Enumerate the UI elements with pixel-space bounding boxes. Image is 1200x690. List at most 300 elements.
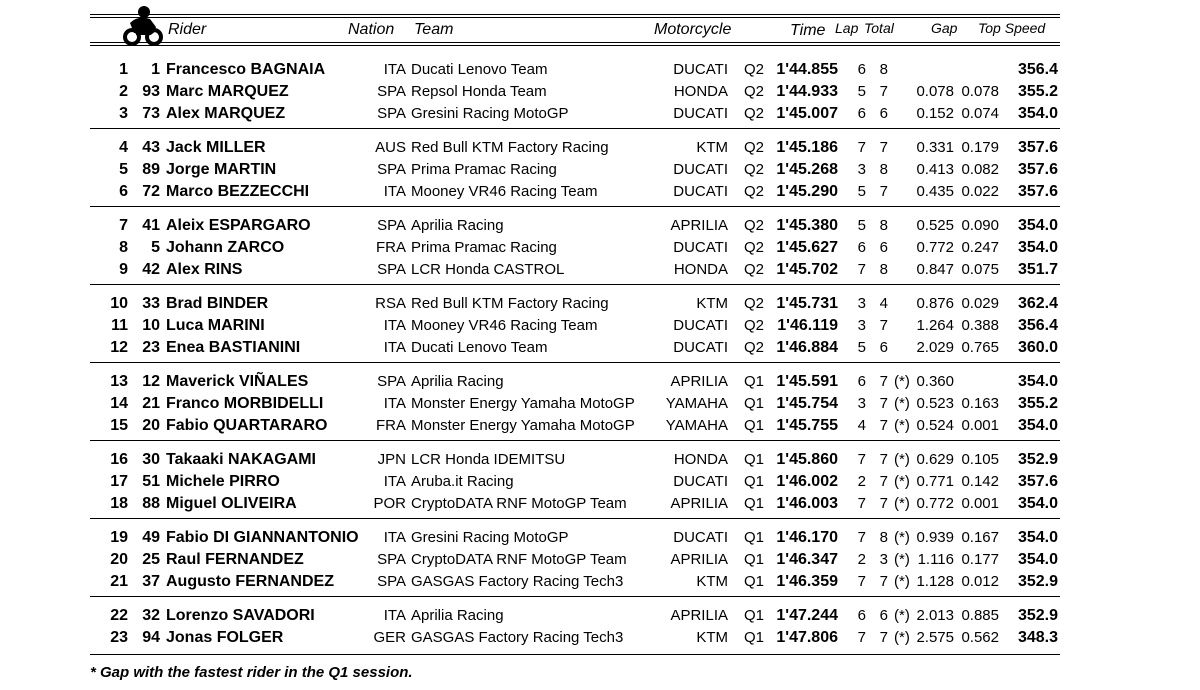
header-rider: Rider xyxy=(168,21,207,38)
top-speed-cell: 355.2 xyxy=(1017,83,1058,100)
position-cell: 9 xyxy=(119,261,128,278)
table-row xyxy=(0,60,1200,82)
lap-time-cell: 1'45.591 xyxy=(776,373,838,390)
lap-cell: 7 xyxy=(857,261,866,278)
q1-marker-cell: (*) xyxy=(894,373,910,390)
motorcycle-rider-icon xyxy=(120,3,164,47)
session-cell: Q2 xyxy=(744,183,765,200)
table-row xyxy=(0,606,1200,628)
position-cell: 10 xyxy=(110,295,128,312)
table-row xyxy=(0,160,1200,182)
motorcycle-cell: DUCATI xyxy=(673,339,728,356)
lap-cell: 3 xyxy=(857,395,866,412)
total-laps-cell: 7 xyxy=(879,395,888,412)
session-cell: Q1 xyxy=(744,551,765,568)
group-separator xyxy=(90,206,1060,207)
motorcycle-cell: KTM xyxy=(696,573,728,590)
rider-number-cell: 94 xyxy=(142,629,160,646)
gap-cell: 0.523 xyxy=(916,395,954,412)
q1-marker-cell: (*) xyxy=(894,529,910,546)
total-laps-cell: 6 xyxy=(879,239,888,256)
lap-time-cell: 1'47.806 xyxy=(776,629,838,646)
group-separator xyxy=(90,596,1060,597)
lap-time-cell: 1'45.268 xyxy=(776,161,838,178)
rider-name-cell: Marco BEZZECCHI xyxy=(166,183,310,200)
lap-time-cell: 1'45.754 xyxy=(776,395,838,412)
session-cell: Q2 xyxy=(744,317,765,334)
rider-number-cell: 23 xyxy=(142,339,160,356)
session-cell: Q1 xyxy=(744,607,765,624)
lap-time-cell: 1'47.244 xyxy=(776,607,838,624)
team-cell: LCR Honda CASTROL xyxy=(411,261,565,278)
team-cell: Aprilia Racing xyxy=(411,217,504,234)
position-cell: 3 xyxy=(119,105,128,122)
team-cell: Ducati Lenovo Team xyxy=(411,61,548,78)
lap-time-cell: 1'46.347 xyxy=(776,551,838,568)
lap-time-cell: 1'45.290 xyxy=(776,183,838,200)
group-separator xyxy=(90,128,1060,129)
team-cell: Aprilia Racing xyxy=(411,373,504,390)
nation-cell: SPA xyxy=(377,217,406,234)
rider-name-cell: Brad BINDER xyxy=(166,295,269,312)
gap-cell: 1.264 xyxy=(916,317,954,334)
team-cell: Gresini Racing MotoGP xyxy=(411,529,569,546)
header-time: Time xyxy=(790,22,826,39)
lap-time-cell: 1'46.002 xyxy=(776,473,838,490)
nation-cell: RSA xyxy=(375,295,406,312)
rider-number-cell: 1 xyxy=(151,61,160,78)
table-row xyxy=(0,394,1200,416)
header-top-rule xyxy=(90,14,1060,15)
header-top-speed: Top Speed xyxy=(978,20,1046,36)
q1-marker-cell: (*) xyxy=(894,395,910,412)
rider-name-cell: Augusto FERNANDEZ xyxy=(166,573,334,590)
lap-cell: 7 xyxy=(857,573,866,590)
rider-number-cell: 25 xyxy=(142,551,160,568)
session-cell: Q1 xyxy=(744,529,765,546)
position-cell: 13 xyxy=(110,373,128,390)
team-cell: CryptoDATA RNF MotoGP Team xyxy=(411,551,627,568)
footnote: * Gap with the fastest rider in the Q1 session. xyxy=(90,664,413,681)
lap-cell: 5 xyxy=(857,339,866,356)
gap-previous-cell: 0.105 xyxy=(961,451,999,468)
top-speed-cell: 357.6 xyxy=(1017,161,1058,178)
lap-time-cell: 1'45.755 xyxy=(776,417,838,434)
rider-number-cell: 51 xyxy=(142,473,160,490)
lap-cell: 7 xyxy=(857,451,866,468)
gap-cell: 1.116 xyxy=(917,551,954,568)
rider-number-cell: 43 xyxy=(142,139,160,156)
gap-previous-cell: 0.001 xyxy=(961,417,999,434)
rider-number-cell: 49 xyxy=(142,529,160,546)
rider-number-cell: 89 xyxy=(142,161,160,178)
table-row xyxy=(0,138,1200,160)
rider-number-cell: 41 xyxy=(142,217,160,234)
lap-cell: 6 xyxy=(857,105,866,122)
nation-cell: ITA xyxy=(383,339,406,356)
table-row xyxy=(0,216,1200,238)
total-laps-cell: 6 xyxy=(879,339,888,356)
team-cell: Gresini Racing MotoGP xyxy=(411,105,569,122)
gap-cell: 2.013 xyxy=(916,607,954,624)
q1-marker-cell: (*) xyxy=(894,451,910,468)
table-row xyxy=(0,550,1200,572)
total-laps-cell: 7 xyxy=(879,83,888,100)
rider-number-cell: 42 xyxy=(142,261,160,278)
nation-cell: GER xyxy=(373,629,406,646)
motorcycle-cell: DUCATI xyxy=(673,183,728,200)
rider-name-cell: Jack MILLER xyxy=(166,139,266,156)
nation-cell: SPA xyxy=(377,261,406,278)
q1-marker-cell: (*) xyxy=(894,473,910,490)
gap-cell: 0.939 xyxy=(916,529,954,546)
team-cell: Red Bull KTM Factory Racing xyxy=(411,139,609,156)
motorcycle-cell: APRILIA xyxy=(670,495,728,512)
gap-previous-cell: 0.012 xyxy=(961,573,999,590)
motorcycle-cell: DUCATI xyxy=(673,105,728,122)
team-cell: CryptoDATA RNF MotoGP Team xyxy=(411,495,627,512)
rider-number-cell: 12 xyxy=(142,373,160,390)
lap-time-cell: 1'45.702 xyxy=(776,261,838,278)
nation-cell: ITA xyxy=(383,607,406,624)
lap-time-cell: 1'45.007 xyxy=(776,105,838,122)
motorcycle-cell: YAMAHA xyxy=(665,395,728,412)
team-cell: Monster Energy Yamaha MotoGP xyxy=(411,417,635,434)
top-speed-cell: 357.6 xyxy=(1017,139,1058,156)
nation-cell: ITA xyxy=(383,395,406,412)
session-cell: Q2 xyxy=(744,83,765,100)
session-cell: Q2 xyxy=(744,61,765,78)
gap-previous-cell: 0.885 xyxy=(961,607,999,624)
session-cell: Q2 xyxy=(744,105,765,122)
lap-time-cell: 1'45.186 xyxy=(776,139,838,156)
table-row xyxy=(0,472,1200,494)
lap-cell: 3 xyxy=(857,295,866,312)
position-cell: 17 xyxy=(110,473,128,490)
gap-cell: 0.525 xyxy=(916,217,954,234)
nation-cell: ITA xyxy=(383,61,406,78)
position-cell: 5 xyxy=(119,161,128,178)
rider-number-cell: 5 xyxy=(151,239,160,256)
total-laps-cell: 6 xyxy=(879,607,888,624)
nation-cell: SPA xyxy=(377,105,406,122)
position-cell: 4 xyxy=(119,139,128,156)
top-speed-cell: 348.3 xyxy=(1017,629,1058,646)
rider-name-cell: Takaaki NAKAGAMI xyxy=(166,451,316,468)
table-row xyxy=(0,528,1200,550)
team-cell: Repsol Honda Team xyxy=(411,83,547,100)
position-cell: 20 xyxy=(110,551,128,568)
position-cell: 1 xyxy=(119,61,128,78)
top-speed-cell: 354.0 xyxy=(1017,373,1058,390)
gap-cell: 0.078 xyxy=(916,83,954,100)
top-speed-cell: 354.0 xyxy=(1017,239,1058,256)
session-cell: Q1 xyxy=(744,395,765,412)
q1-marker-cell: (*) xyxy=(894,551,910,568)
team-cell: GASGAS Factory Racing Tech3 xyxy=(411,573,624,590)
rider-number-cell: 10 xyxy=(142,317,160,334)
lap-time-cell: 1'45.860 xyxy=(776,451,838,468)
position-cell: 11 xyxy=(111,317,128,334)
total-laps-cell: 8 xyxy=(879,529,888,546)
total-laps-cell: 8 xyxy=(879,161,888,178)
position-cell: 16 xyxy=(110,451,128,468)
top-speed-cell: 354.0 xyxy=(1017,495,1058,512)
rider-number-cell: 37 xyxy=(142,573,160,590)
lap-time-cell: 1'46.170 xyxy=(776,529,838,546)
position-cell: 19 xyxy=(110,529,128,546)
session-cell: Q1 xyxy=(744,629,765,646)
gap-cell: 0.331 xyxy=(916,139,954,156)
session-cell: Q2 xyxy=(744,239,765,256)
top-speed-cell: 360.0 xyxy=(1017,339,1058,356)
rider-number-cell: 72 xyxy=(142,183,160,200)
lap-cell: 4 xyxy=(857,417,866,434)
lap-cell: 5 xyxy=(857,183,866,200)
motorcycle-cell: HONDA xyxy=(673,261,728,278)
rider-number-cell: 21 xyxy=(142,395,160,412)
motorcycle-cell: HONDA xyxy=(673,451,728,468)
team-cell: Prima Pramac Racing xyxy=(411,161,557,178)
top-speed-cell: 352.9 xyxy=(1017,607,1058,624)
gap-previous-cell: 0.142 xyxy=(961,473,999,490)
rider-name-cell: Jonas FOLGER xyxy=(166,629,284,646)
session-cell: Q2 xyxy=(744,217,765,234)
top-speed-cell: 356.4 xyxy=(1017,61,1058,78)
top-speed-cell: 354.0 xyxy=(1017,529,1058,546)
total-laps-cell: 7 xyxy=(879,629,888,646)
position-cell: 23 xyxy=(110,629,128,646)
nation-cell: FRA xyxy=(376,239,406,256)
rider-name-cell: Michele PIRRO xyxy=(166,473,280,490)
motorcycle-cell: YAMAHA xyxy=(665,417,728,434)
position-cell: 8 xyxy=(119,239,128,256)
position-cell: 7 xyxy=(119,217,128,234)
position-cell: 22 xyxy=(110,607,128,624)
team-cell: Aruba.it Racing xyxy=(411,473,514,490)
q1-marker-cell: (*) xyxy=(894,573,910,590)
table-row xyxy=(0,82,1200,104)
total-laps-cell: 6 xyxy=(879,105,888,122)
lap-cell: 7 xyxy=(857,495,866,512)
table-row xyxy=(0,372,1200,394)
header-nation: Nation xyxy=(348,21,395,38)
total-laps-cell: 7 xyxy=(879,473,888,490)
q1-marker-cell: (*) xyxy=(894,495,910,512)
gap-previous-cell: 0.167 xyxy=(961,529,999,546)
motorcycle-cell: KTM xyxy=(696,629,728,646)
motorcycle-cell: KTM xyxy=(696,139,728,156)
group-separator xyxy=(90,362,1060,363)
gap-cell: 0.524 xyxy=(916,417,954,434)
gap-cell: 2.575 xyxy=(916,629,954,646)
rider-name-cell: Raul FERNANDEZ xyxy=(166,551,304,568)
rider-name-cell: Luca MARINI xyxy=(166,317,265,334)
top-speed-cell: 354.0 xyxy=(1017,551,1058,568)
top-speed-cell: 354.0 xyxy=(1017,417,1058,434)
total-laps-cell: 3 xyxy=(879,551,888,568)
position-cell: 12 xyxy=(110,339,128,356)
rider-name-cell: Alex MARQUEZ xyxy=(166,105,286,122)
rider-number-cell: 32 xyxy=(142,607,160,624)
gap-cell: 0.152 xyxy=(916,105,954,122)
motorcycle-cell: DUCATI xyxy=(673,161,728,178)
gap-previous-cell: 0.163 xyxy=(961,395,999,412)
rider-number-cell: 33 xyxy=(142,295,160,312)
group-separator xyxy=(90,284,1060,285)
total-laps-cell: 7 xyxy=(879,451,888,468)
position-cell: 21 xyxy=(110,573,128,590)
gap-cell: 0.360 xyxy=(916,373,954,390)
lap-cell: 5 xyxy=(857,83,866,100)
gap-previous-cell: 0.179 xyxy=(961,139,999,156)
gap-cell: 0.876 xyxy=(916,295,954,312)
motorcycle-cell: DUCATI xyxy=(673,529,728,546)
session-cell: Q1 xyxy=(744,417,765,434)
group-separator xyxy=(90,654,1060,655)
group-separator xyxy=(90,440,1060,441)
gap-cell: 0.847 xyxy=(916,261,954,278)
rider-number-cell: 73 xyxy=(142,105,160,122)
session-cell: Q1 xyxy=(744,573,765,590)
total-laps-cell: 7 xyxy=(879,317,888,334)
team-cell: GASGAS Factory Racing Tech3 xyxy=(411,629,624,646)
table-row xyxy=(0,294,1200,316)
top-speed-cell: 356.4 xyxy=(1017,317,1058,334)
top-speed-cell: 362.4 xyxy=(1017,295,1058,312)
session-cell: Q2 xyxy=(744,339,765,356)
motorcycle-cell: DUCATI xyxy=(673,239,728,256)
header-total: Total xyxy=(864,20,894,36)
gap-previous-cell: 0.562 xyxy=(961,629,999,646)
nation-cell: ITA xyxy=(383,473,406,490)
top-speed-cell: 354.0 xyxy=(1017,105,1058,122)
lap-time-cell: 1'45.627 xyxy=(776,239,838,256)
lap-cell: 7 xyxy=(857,139,866,156)
rider-number-cell: 88 xyxy=(142,495,160,512)
top-speed-cell: 351.7 xyxy=(1017,261,1058,278)
lap-cell: 3 xyxy=(857,317,866,334)
team-cell: Monster Energy Yamaha MotoGP xyxy=(411,395,635,412)
nation-cell: ITA xyxy=(383,317,406,334)
gap-previous-cell: 0.029 xyxy=(961,295,999,312)
motorcycle-cell: APRILIA xyxy=(670,551,728,568)
nation-cell: POR xyxy=(373,495,406,512)
table-row xyxy=(0,260,1200,282)
lap-cell: 6 xyxy=(857,61,866,78)
total-laps-cell: 8 xyxy=(879,217,888,234)
team-cell: Prima Pramac Racing xyxy=(411,239,557,256)
team-cell: Red Bull KTM Factory Racing xyxy=(411,295,609,312)
rider-name-cell: Jorge MARTIN xyxy=(166,161,277,178)
position-cell: 6 xyxy=(119,183,128,200)
lap-time-cell: 1'44.855 xyxy=(776,61,838,78)
rider-name-cell: Franco MORBIDELLI xyxy=(166,395,324,412)
rider-number-cell: 30 xyxy=(142,451,160,468)
rider-name-cell: Alex RINS xyxy=(166,261,243,278)
gap-cell: 0.771 xyxy=(916,473,954,490)
top-speed-cell: 357.6 xyxy=(1017,183,1058,200)
total-laps-cell: 7 xyxy=(879,417,888,434)
q1-marker-cell: (*) xyxy=(894,607,910,624)
gap-cell: 0.772 xyxy=(916,495,954,512)
table-row xyxy=(0,182,1200,204)
top-speed-cell: 355.2 xyxy=(1017,395,1058,412)
motorcycle-cell: APRILIA xyxy=(670,217,728,234)
gap-previous-cell: 0.177 xyxy=(961,551,999,568)
table-row xyxy=(0,416,1200,438)
total-laps-cell: 8 xyxy=(879,61,888,78)
nation-cell: SPA xyxy=(377,573,406,590)
header-bottom-rule xyxy=(90,42,1060,43)
header-motorcycle: Motorcycle xyxy=(654,21,732,38)
header-lap: Lap xyxy=(835,20,859,36)
motorcycle-cell: DUCATI xyxy=(673,473,728,490)
session-cell: Q1 xyxy=(744,495,765,512)
table-row xyxy=(0,450,1200,472)
gap-cell: 0.629 xyxy=(916,451,954,468)
gap-previous-cell: 0.001 xyxy=(961,495,999,512)
nation-cell: SPA xyxy=(377,161,406,178)
q1-marker-cell: (*) xyxy=(894,417,910,434)
header-top-rule-2 xyxy=(90,17,1060,18)
gap-cell: 1.128 xyxy=(916,573,954,590)
total-laps-cell: 7 xyxy=(879,573,888,590)
group-separator xyxy=(90,518,1060,519)
header-gap: Gap xyxy=(931,20,958,36)
lap-cell: 7 xyxy=(857,529,866,546)
session-cell: Q1 xyxy=(744,451,765,468)
lap-time-cell: 1'45.731 xyxy=(776,295,838,312)
lap-cell: 5 xyxy=(857,217,866,234)
position-cell: 15 xyxy=(110,417,128,434)
header-team: Team xyxy=(414,21,454,38)
motorcycle-cell: DUCATI xyxy=(673,317,728,334)
rider-name-cell: Aleix ESPARGARO xyxy=(166,217,311,234)
lap-cell: 6 xyxy=(857,239,866,256)
rider-name-cell: Maverick VIÑALES xyxy=(166,373,309,390)
total-laps-cell: 7 xyxy=(879,139,888,156)
session-cell: Q2 xyxy=(744,139,765,156)
gap-previous-cell: 0.765 xyxy=(961,339,999,356)
gap-cell: 0.413 xyxy=(916,161,954,178)
rider-name-cell: Johann ZARCO xyxy=(166,239,285,256)
session-cell: Q1 xyxy=(744,373,765,390)
lap-cell: 2 xyxy=(857,551,866,568)
top-speed-cell: 352.9 xyxy=(1017,451,1058,468)
table-row xyxy=(0,338,1200,360)
lap-time-cell: 1'46.359 xyxy=(776,573,838,590)
total-laps-cell: 7 xyxy=(879,495,888,512)
position-cell: 14 xyxy=(110,395,128,412)
lap-cell: 6 xyxy=(857,607,866,624)
nation-cell: AUS xyxy=(375,139,406,156)
lap-cell: 6 xyxy=(857,373,866,390)
top-speed-cell: 354.0 xyxy=(1017,217,1058,234)
header-bottom-rule-2 xyxy=(90,45,1060,46)
team-cell: Ducati Lenovo Team xyxy=(411,339,548,356)
gap-previous-cell: 0.075 xyxy=(961,261,999,278)
total-laps-cell: 7 xyxy=(879,373,888,390)
team-cell: Mooney VR46 Racing Team xyxy=(411,317,598,334)
session-cell: Q2 xyxy=(744,161,765,178)
lap-time-cell: 1'44.933 xyxy=(776,83,838,100)
nation-cell: SPA xyxy=(377,83,406,100)
session-cell: Q1 xyxy=(744,473,765,490)
total-laps-cell: 8 xyxy=(879,261,888,278)
rider-number-cell: 20 xyxy=(142,417,160,434)
table-row xyxy=(0,316,1200,338)
